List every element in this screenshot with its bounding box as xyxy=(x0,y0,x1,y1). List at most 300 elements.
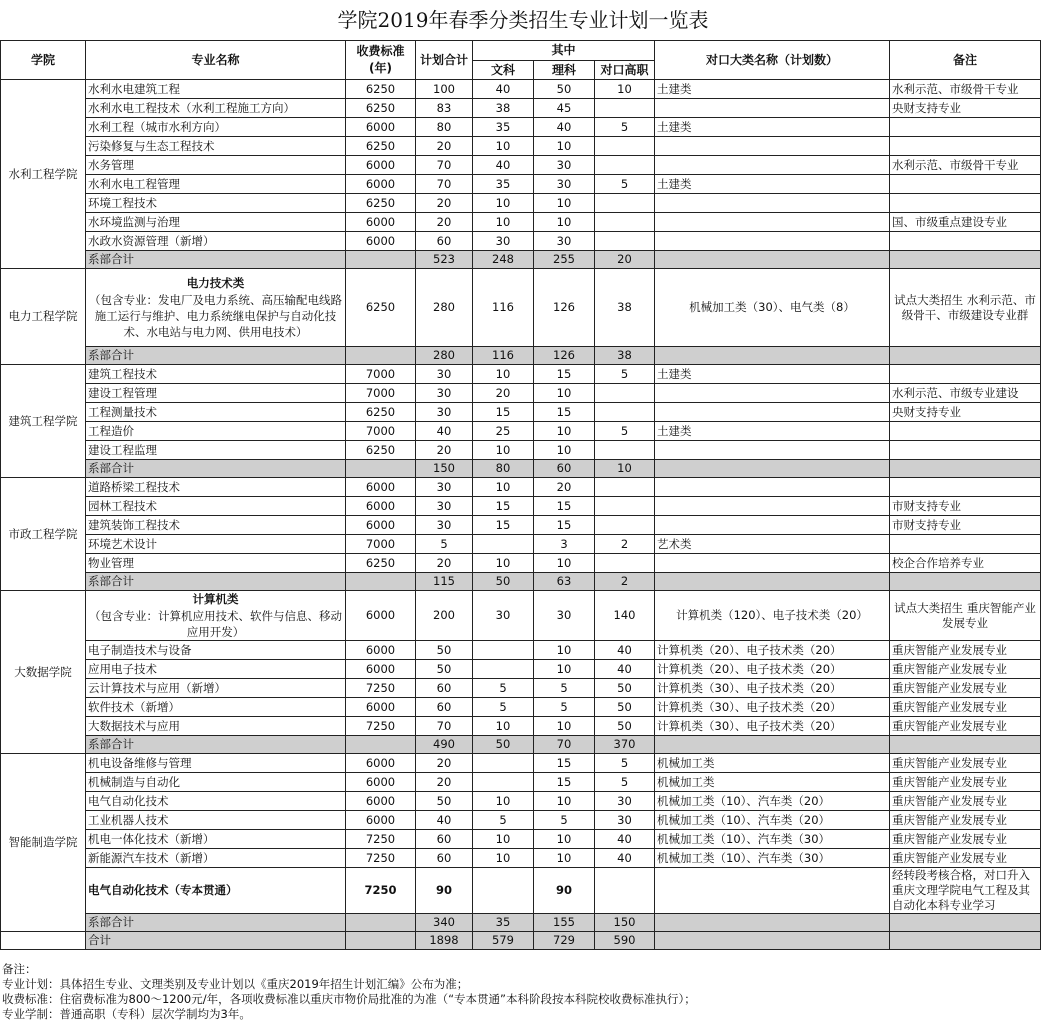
major-cell: 环境艺术设计 xyxy=(86,535,346,554)
plan-total-cell: 30 xyxy=(416,497,473,516)
wenke-cell: 15 xyxy=(473,516,534,535)
subtotal-like: 155 xyxy=(534,914,595,932)
plan-total-cell: 60 xyxy=(416,698,473,717)
fee-cell: 6250 xyxy=(346,269,416,347)
remark-cell: 校企合作培养专业 xyxy=(890,554,1041,573)
table-row xyxy=(1,849,1041,868)
plan-total-cell: 80 xyxy=(416,118,473,137)
subtotal-row xyxy=(1,736,1041,754)
table-row xyxy=(1,591,1041,641)
remark-cell xyxy=(890,478,1041,497)
like-cell: 15 xyxy=(534,754,595,773)
like-cell: 5 xyxy=(534,679,595,698)
subtotal-wenke: 248 xyxy=(473,251,534,269)
wenke-cell xyxy=(473,754,534,773)
page-title: 学院2019年春季分类招生专业计划一览表 xyxy=(337,8,709,32)
category-cell: 机械加工类（10）、汽车类（20） xyxy=(655,811,890,830)
subtotal-remark xyxy=(890,251,1041,269)
fee-cell: 6000 xyxy=(346,497,416,516)
fee-cell: 6250 xyxy=(346,80,416,99)
subtotal-total: 490 xyxy=(416,736,473,754)
like-cell: 10 xyxy=(534,194,595,213)
fee-cell: 6250 xyxy=(346,99,416,118)
fee-cell: 7000 xyxy=(346,535,416,554)
major-cell: 污染修复与生态工程技术 xyxy=(86,137,346,156)
plan-total-cell: 30 xyxy=(416,403,473,422)
major-cell: 建设工程管理 xyxy=(86,384,346,403)
table-row xyxy=(1,137,1041,156)
fee-cell: 7250 xyxy=(346,679,416,698)
remark-cell xyxy=(890,118,1041,137)
subtotal-fee xyxy=(346,736,416,754)
subtotal-fee xyxy=(346,460,416,478)
plan-total-cell: 30 xyxy=(416,516,473,535)
subtotal-category xyxy=(655,573,890,591)
plan-total-cell: 280 xyxy=(416,269,473,347)
like-cell: 10 xyxy=(534,137,595,156)
subtotal-remark xyxy=(890,460,1041,478)
like-cell: 50 xyxy=(534,80,595,99)
remark-cell: 重庆智能产业发展专业 xyxy=(890,830,1041,849)
duikou-cell xyxy=(595,232,655,251)
major-cell: 大数据技术与应用 xyxy=(86,717,346,736)
category-cell xyxy=(655,156,890,175)
like-cell: 5 xyxy=(534,698,595,717)
fee-cell: 7000 xyxy=(346,422,416,441)
remark-cell xyxy=(890,232,1041,251)
category-cell: 计算机类（30）、电子技术类（20） xyxy=(655,717,890,736)
plan-total-cell: 20 xyxy=(416,213,473,232)
wenke-cell: 10 xyxy=(473,717,534,736)
wenke-cell: 10 xyxy=(473,137,534,156)
header-among: 其中 xyxy=(473,41,655,61)
major-cell: 建设工程监理 xyxy=(86,441,346,460)
table-row xyxy=(1,365,1041,384)
subtotal-label: 系部合计 xyxy=(86,460,346,478)
subtotal-remark xyxy=(890,914,1041,932)
fee-cell: 6000 xyxy=(346,754,416,773)
major-cell: 水利水电工程技术（水利工程施工方向） xyxy=(86,99,346,118)
wenke-cell: 20 xyxy=(473,384,534,403)
fee-cell: 6250 xyxy=(346,137,416,156)
like-cell: 3 xyxy=(534,535,595,554)
duikou-cell: 10 xyxy=(595,80,655,99)
subtotal-row xyxy=(1,347,1041,365)
subtotal-remark xyxy=(890,573,1041,591)
major-cell: 水利工程（城市水利方向） xyxy=(86,118,346,137)
subtotal-like: 126 xyxy=(534,347,595,365)
table-header xyxy=(1,41,1041,80)
major-cell: 园林工程技术 xyxy=(86,497,346,516)
table-row xyxy=(1,554,1041,573)
subtotal-wenke: 116 xyxy=(473,347,534,365)
fee-cell: 7250 xyxy=(346,868,416,914)
plan-total-cell: 90 xyxy=(416,868,473,914)
category-cell xyxy=(655,194,890,213)
remark-cell: 市财支持专业 xyxy=(890,516,1041,535)
wenke-cell: 30 xyxy=(473,232,534,251)
table-body xyxy=(1,80,1041,950)
subtotal-remark xyxy=(890,736,1041,754)
fee-cell: 6000 xyxy=(346,792,416,811)
plan-total-cell: 70 xyxy=(416,717,473,736)
subtotal-duikou: 370 xyxy=(595,736,655,754)
duikou-cell: 40 xyxy=(595,641,655,660)
remark-cell: 重庆智能产业发展专业 xyxy=(890,717,1041,736)
duikou-cell: 2 xyxy=(595,535,655,554)
wenke-cell: 25 xyxy=(473,422,534,441)
like-cell: 30 xyxy=(534,175,595,194)
category-cell xyxy=(655,213,890,232)
subtotal-category xyxy=(655,347,890,365)
header-college: 学院 xyxy=(1,41,86,80)
major-category-detail: （包含专业：计算机应用技术、软件与信息、移动应用开发） xyxy=(89,609,342,639)
table-row xyxy=(1,403,1041,422)
wenke-cell: 10 xyxy=(473,478,534,497)
header-category: 对口大类名称（计划数） xyxy=(655,41,890,80)
plan-total-cell: 20 xyxy=(416,754,473,773)
wenke-cell: 116 xyxy=(473,269,534,347)
like-cell: 90 xyxy=(534,868,595,914)
wenke-cell: 10 xyxy=(473,194,534,213)
subtotal-wenke: 80 xyxy=(473,460,534,478)
remark-cell: 国、市级重点建设专业 xyxy=(890,213,1041,232)
like-cell: 40 xyxy=(534,118,595,137)
subtotal-like: 63 xyxy=(534,573,595,591)
category-cell: 机械加工类（10）、汽车类（30） xyxy=(655,830,890,849)
major-category-title: 计算机类 xyxy=(192,592,239,606)
plan-total-cell: 30 xyxy=(416,384,473,403)
major-cell: 水务管理 xyxy=(86,156,346,175)
category-cell: 机械加工类（10）、汽车类（30） xyxy=(655,849,890,868)
duikou-cell xyxy=(595,516,655,535)
category-cell: 土建类 xyxy=(655,80,890,99)
fee-cell: 6250 xyxy=(346,194,416,213)
table-row xyxy=(1,478,1041,497)
major-cell xyxy=(86,591,346,641)
category-cell xyxy=(655,554,890,573)
like-cell: 15 xyxy=(534,365,595,384)
major-cell: 电气自动化技术（专本贯通） xyxy=(86,868,346,914)
category-cell: 计算机类（30）、电子技术类（20） xyxy=(655,698,890,717)
plan-total-cell: 50 xyxy=(416,792,473,811)
duikou-cell xyxy=(595,403,655,422)
fee-cell: 7250 xyxy=(346,717,416,736)
plan-total-cell: 60 xyxy=(416,830,473,849)
duikou-cell: 5 xyxy=(595,422,655,441)
remark-cell: 央财支持专业 xyxy=(890,403,1041,422)
fee-cell: 6000 xyxy=(346,213,416,232)
subtotal-row xyxy=(1,460,1041,478)
table-row xyxy=(1,754,1041,773)
like-cell: 10 xyxy=(534,830,595,849)
table-row xyxy=(1,868,1041,914)
major-cell: 机电一体化技术（新增） xyxy=(86,830,346,849)
wenke-cell: 30 xyxy=(473,591,534,641)
subtotal-like: 255 xyxy=(534,251,595,269)
note-line: 专业计划：具体招生专业、文理类别及专业计划以《重庆2019年招生计划汇编》公布为准； xyxy=(2,977,469,991)
wenke-cell: 10 xyxy=(473,792,534,811)
wenke-cell: 35 xyxy=(473,175,534,194)
like-cell: 15 xyxy=(534,497,595,516)
major-category-title: 电力技术类 xyxy=(186,276,245,290)
like-cell: 30 xyxy=(534,232,595,251)
college-cell: 水利工程学院 xyxy=(1,80,86,269)
table-row xyxy=(1,213,1041,232)
subtotal-like: 60 xyxy=(534,460,595,478)
subtotal-fee xyxy=(346,573,416,591)
duikou-cell xyxy=(595,478,655,497)
duikou-cell xyxy=(595,137,655,156)
table-row xyxy=(1,99,1041,118)
wenke-cell: 15 xyxy=(473,403,534,422)
category-cell: 计算机类（120）、电子技术类（20） xyxy=(655,591,890,641)
remark-cell: 重庆智能产业发展专业 xyxy=(890,811,1041,830)
category-cell xyxy=(655,137,890,156)
subtotal-wenke: 35 xyxy=(473,914,534,932)
subtotal-like: 70 xyxy=(534,736,595,754)
subtotal-wenke: 50 xyxy=(473,573,534,591)
remark-cell: 水利示范、市级骨干专业 xyxy=(890,80,1041,99)
wenke-cell: 40 xyxy=(473,80,534,99)
plan-total-cell: 20 xyxy=(416,137,473,156)
fee-cell: 7250 xyxy=(346,830,416,849)
wenke-cell: 10 xyxy=(473,554,534,573)
header-plan-total: 计划合计 xyxy=(416,41,473,80)
remark-cell xyxy=(890,175,1041,194)
fee-cell: 6000 xyxy=(346,232,416,251)
duikou-cell xyxy=(595,554,655,573)
college-cell: 智能制造学院 xyxy=(1,754,86,932)
remark-cell: 水利示范、市级骨干专业 xyxy=(890,156,1041,175)
fee-cell: 6000 xyxy=(346,478,416,497)
category-cell: 计算机类（20）、电子技术类（20） xyxy=(655,660,890,679)
subtotal-category xyxy=(655,460,890,478)
fee-cell: 7000 xyxy=(346,365,416,384)
fee-cell: 6250 xyxy=(346,554,416,573)
table-row xyxy=(1,232,1041,251)
category-cell: 机械加工类 xyxy=(655,773,890,792)
notes-section xyxy=(2,962,1042,1022)
subtotal-row xyxy=(1,251,1041,269)
category-cell xyxy=(655,478,890,497)
fee-cell: 6000 xyxy=(346,591,416,641)
header-wenke: 文科 xyxy=(473,61,534,80)
wenke-cell: 10 xyxy=(473,441,534,460)
category-cell xyxy=(655,232,890,251)
college-cell: 电力工程学院 xyxy=(1,269,86,365)
wenke-cell xyxy=(473,868,534,914)
subtotal-fee xyxy=(346,347,416,365)
wenke-cell: 35 xyxy=(473,118,534,137)
wenke-cell xyxy=(473,660,534,679)
fee-cell: 6000 xyxy=(346,156,416,175)
table-row xyxy=(1,792,1041,811)
remark-cell xyxy=(890,422,1041,441)
remark-cell: 水利示范、市级专业建设 xyxy=(890,384,1041,403)
major-cell: 工程测量技术 xyxy=(86,403,346,422)
like-cell: 20 xyxy=(534,478,595,497)
major-category-detail: （包含专业：发电厂及电力系统、高压输配电线路施工运行与维护、电力系统继电保护与自动化技术、水电站与电力网、供用电技术） xyxy=(89,293,342,339)
duikou-cell xyxy=(595,441,655,460)
plan-total-cell: 70 xyxy=(416,175,473,194)
fee-cell: 6000 xyxy=(346,773,416,792)
fee-cell: 6250 xyxy=(346,403,416,422)
header-fee: 收费标准(年) xyxy=(346,41,416,80)
subtotal-category xyxy=(655,914,890,932)
table-row xyxy=(1,679,1041,698)
fee-cell: 6250 xyxy=(346,441,416,460)
like-cell: 10 xyxy=(534,213,595,232)
table-row xyxy=(1,830,1041,849)
plan-total-cell: 50 xyxy=(416,660,473,679)
wenke-cell: 10 xyxy=(473,365,534,384)
remark-cell: 重庆智能产业发展专业 xyxy=(890,754,1041,773)
wenke-cell: 10 xyxy=(473,830,534,849)
like-cell: 10 xyxy=(534,717,595,736)
note-line: 收费标准：住宿费标准为800～1200元/年，各项收费标准以重庆市物价局批准的为准（“专本贯通”本科阶段按本科院校收费标准执行）； xyxy=(2,992,696,1006)
subtotal-duikou: 10 xyxy=(595,460,655,478)
wenke-cell: 15 xyxy=(473,497,534,516)
remark-cell: 试点大类招生 水利示范、市级骨干、市级建设专业群 xyxy=(890,269,1041,347)
wenke-cell xyxy=(473,535,534,554)
like-cell: 126 xyxy=(534,269,595,347)
plan-total-cell: 20 xyxy=(416,773,473,792)
table-row xyxy=(1,497,1041,516)
category-cell xyxy=(655,384,890,403)
subtotal-duikou: 150 xyxy=(595,914,655,932)
category-cell: 土建类 xyxy=(655,175,890,194)
plan-total-cell: 20 xyxy=(416,441,473,460)
major-cell: 水利水电建筑工程 xyxy=(86,80,346,99)
remark-cell xyxy=(890,535,1041,554)
wenke-cell: 5 xyxy=(473,698,534,717)
category-cell: 机械加工类（10）、汽车类（20） xyxy=(655,792,890,811)
subtotal-total: 340 xyxy=(416,914,473,932)
fee-cell: 6000 xyxy=(346,698,416,717)
subtotal-label: 系部合计 xyxy=(86,251,346,269)
remark-cell: 重庆智能产业发展专业 xyxy=(890,773,1041,792)
remark-cell: 经转段考核合格，对口升入重庆文理学院电气工程及其自动化本科专业学习 xyxy=(890,868,1041,914)
plan-total-cell: 100 xyxy=(416,80,473,99)
major-cell: 机电设备维修与管理 xyxy=(86,754,346,773)
remark-cell xyxy=(890,194,1041,213)
table-row xyxy=(1,773,1041,792)
like-cell: 15 xyxy=(534,773,595,792)
major-cell xyxy=(86,269,346,347)
major-cell: 云计算技术与应用（新增） xyxy=(86,679,346,698)
grand-total-duikou: 590 xyxy=(595,932,655,950)
wenke-cell: 40 xyxy=(473,156,534,175)
plan-total-cell: 60 xyxy=(416,232,473,251)
subtotal-duikou: 2 xyxy=(595,573,655,591)
remark-cell: 重庆智能产业发展专业 xyxy=(890,849,1041,868)
header-remark: 备注 xyxy=(890,41,1041,80)
table-row xyxy=(1,384,1041,403)
duikou-cell: 40 xyxy=(595,660,655,679)
subtotal-label: 系部合计 xyxy=(86,736,346,754)
grand-total-wenke: 579 xyxy=(473,932,534,950)
duikou-cell xyxy=(595,194,655,213)
major-cell: 电子制造技术与设备 xyxy=(86,641,346,660)
major-cell: 应用电子技术 xyxy=(86,660,346,679)
table-row xyxy=(1,118,1041,137)
major-cell: 工业机器人技术 xyxy=(86,811,346,830)
subtotal-total: 115 xyxy=(416,573,473,591)
plan-total-cell: 5 xyxy=(416,535,473,554)
subtotal-fee xyxy=(346,251,416,269)
like-cell: 30 xyxy=(534,156,595,175)
remark-cell xyxy=(890,365,1041,384)
duikou-cell: 5 xyxy=(595,175,655,194)
plan-total-cell: 83 xyxy=(416,99,473,118)
grand-total-fee xyxy=(346,932,416,950)
category-cell xyxy=(655,441,890,460)
plan-total-cell: 30 xyxy=(416,365,473,384)
wenke-cell xyxy=(473,641,534,660)
duikou-cell xyxy=(595,99,655,118)
category-cell: 土建类 xyxy=(655,365,890,384)
major-cell: 建筑装饰工程技术 xyxy=(86,516,346,535)
duikou-cell: 5 xyxy=(595,365,655,384)
duikou-cell: 5 xyxy=(595,118,655,137)
fee-cell: 6000 xyxy=(346,118,416,137)
plan-total-cell: 40 xyxy=(416,811,473,830)
table-row xyxy=(1,516,1041,535)
college-cell: 大数据学院 xyxy=(1,591,86,754)
category-cell xyxy=(655,516,890,535)
duikou-cell xyxy=(595,213,655,232)
duikou-cell xyxy=(595,384,655,403)
subtotal-duikou: 20 xyxy=(595,251,655,269)
category-cell: 机械加工类 xyxy=(655,754,890,773)
wenke-cell: 5 xyxy=(473,811,534,830)
wenke-cell: 10 xyxy=(473,213,534,232)
grand-total-label: 合计 xyxy=(86,932,346,950)
remark-cell xyxy=(890,441,1041,460)
like-cell: 45 xyxy=(534,99,595,118)
duikou-cell: 50 xyxy=(595,717,655,736)
duikou-cell: 30 xyxy=(595,811,655,830)
major-cell: 物业管理 xyxy=(86,554,346,573)
major-cell: 机械制造与自动化 xyxy=(86,773,346,792)
subtotal-remark xyxy=(890,347,1041,365)
category-cell: 机械加工类（30）、电气类（8） xyxy=(655,269,890,347)
category-cell xyxy=(655,99,890,118)
note-line: 专业学制：普通高职（专科）层次学制均为3年。 xyxy=(2,1007,251,1021)
wenke-cell: 38 xyxy=(473,99,534,118)
category-cell: 计算机类（20）、电子技术类（20） xyxy=(655,641,890,660)
remark-cell: 重庆智能产业发展专业 xyxy=(890,679,1041,698)
like-cell: 10 xyxy=(534,384,595,403)
plan-total-cell: 60 xyxy=(416,849,473,868)
like-cell: 10 xyxy=(534,441,595,460)
like-cell: 10 xyxy=(534,849,595,868)
duikou-cell xyxy=(595,156,655,175)
like-cell: 10 xyxy=(534,422,595,441)
table-row xyxy=(1,269,1041,347)
remark-cell: 央财支持专业 xyxy=(890,99,1041,118)
table-row xyxy=(1,441,1041,460)
grand-total-like: 729 xyxy=(534,932,595,950)
subtotal-row xyxy=(1,573,1041,591)
duikou-cell xyxy=(595,497,655,516)
remark-cell: 试点大类招生 重庆智能产业发展专业 xyxy=(890,591,1041,641)
remark-cell: 重庆智能产业发展专业 xyxy=(890,641,1041,660)
major-cell: 道路桥梁工程技术 xyxy=(86,478,346,497)
duikou-cell: 38 xyxy=(595,269,655,347)
duikou-cell: 5 xyxy=(595,773,655,792)
